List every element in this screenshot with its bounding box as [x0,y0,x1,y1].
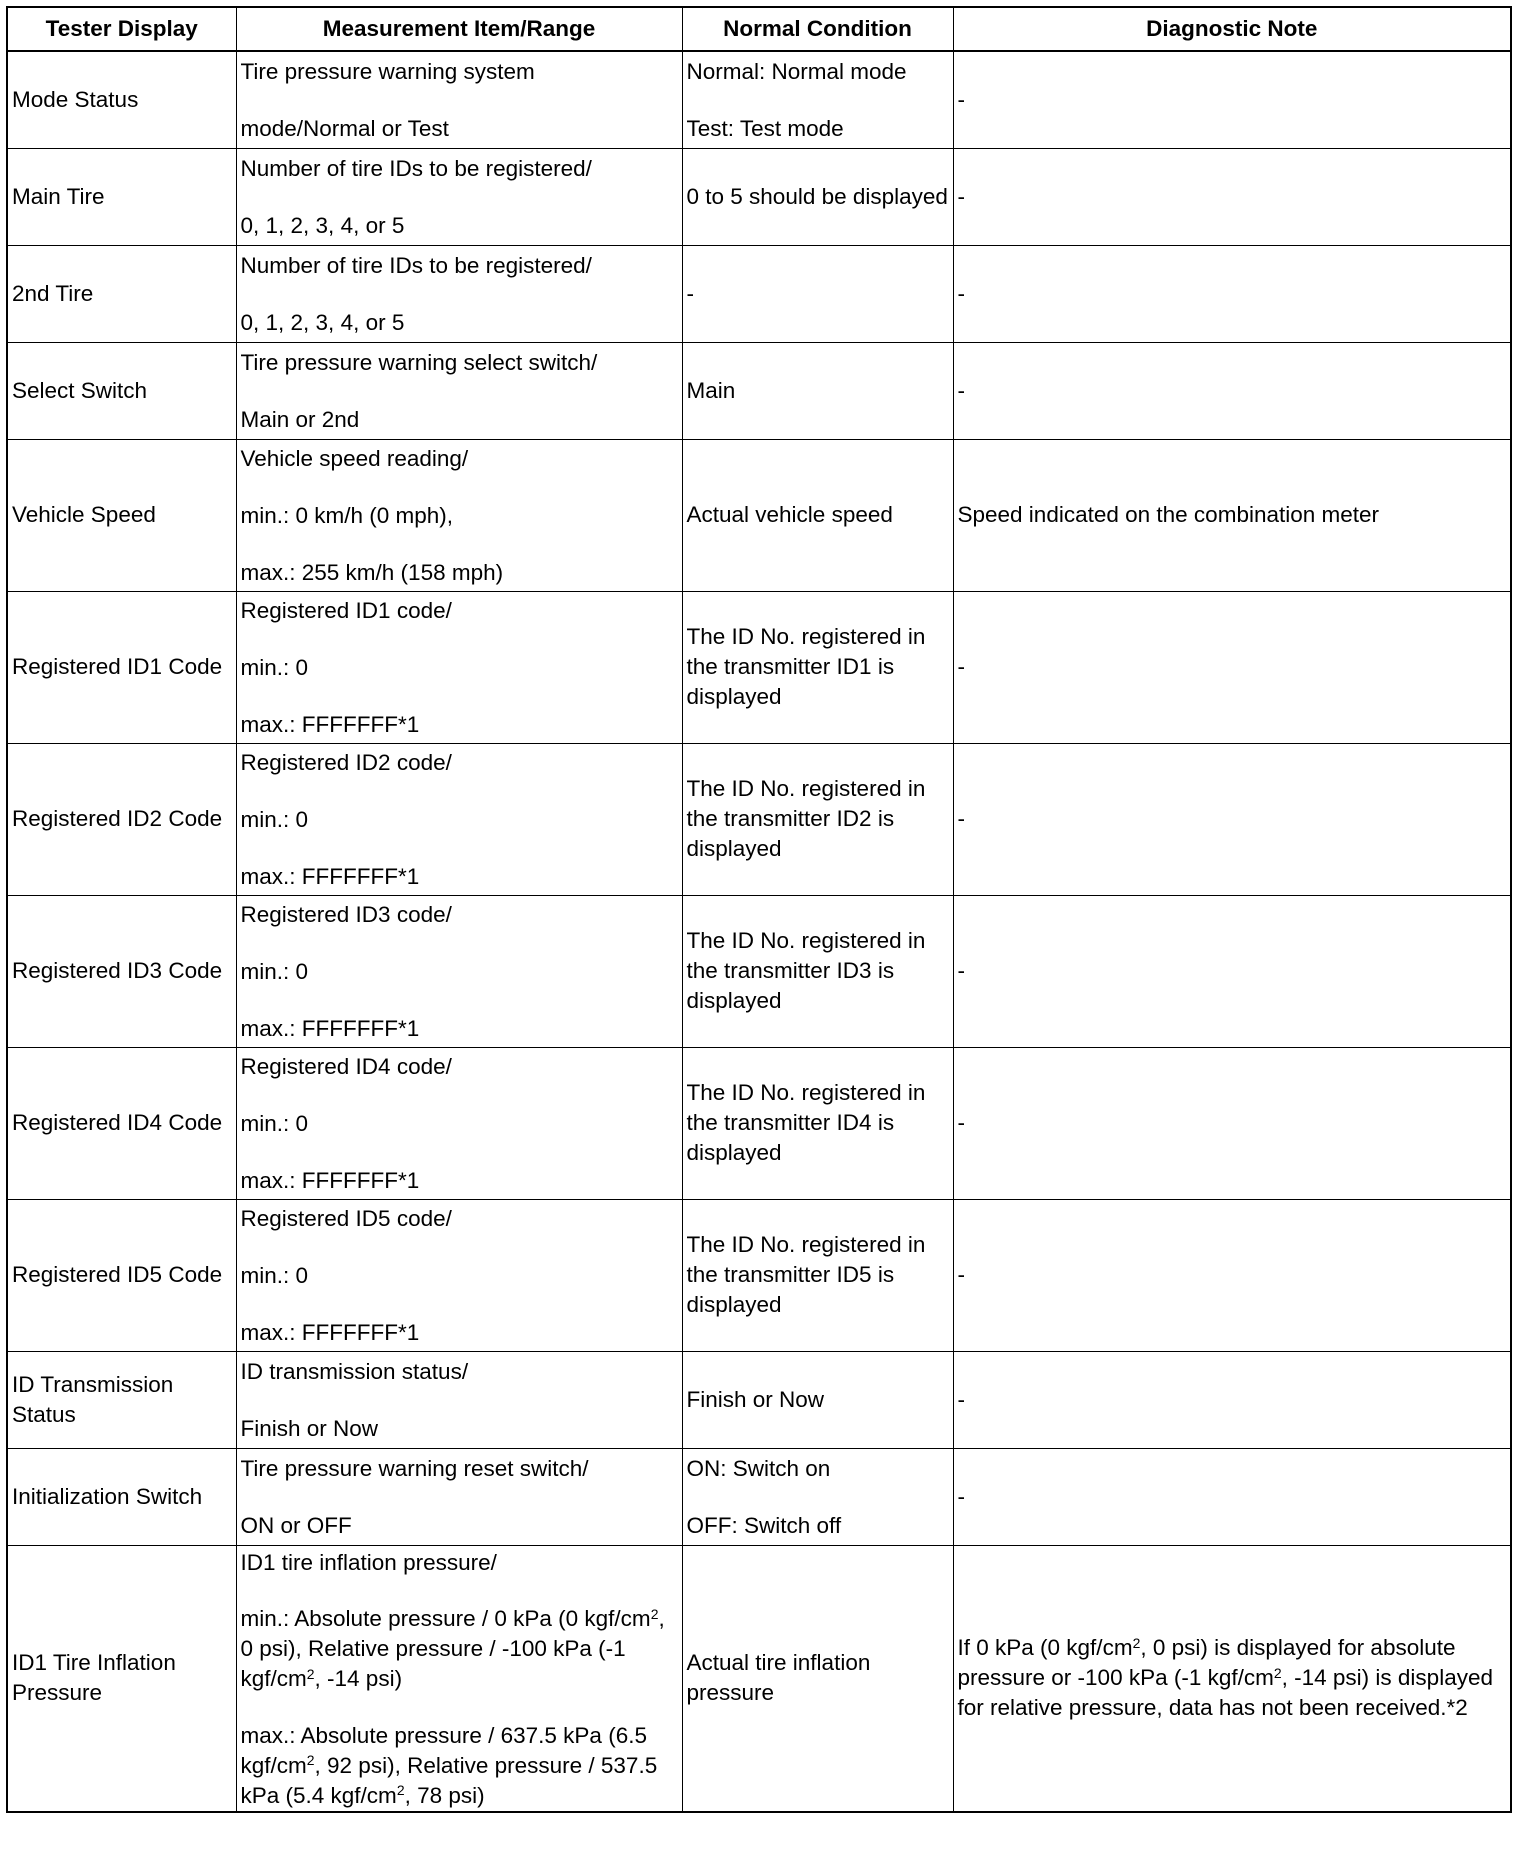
cell-measurement [236,148,682,245]
measurement-max: max.: Absolute pressure / 637.5 kPa (6.5 kgf/$cm^2$, 92 psi), Relative pressure / 537.5 kPa (5.4 kgf/$cm^2$, 78 psi) [240,1723,658,1809]
cell-normal-condition [682,1448,953,1545]
cell-tester-display: Registered ID2 Code [7,743,236,895]
condition-line: Normal: Normal mode [686,59,907,85]
table-row [7,591,1511,743]
measurement-line: Tire pressure warning reset switch/ [240,1456,589,1482]
cell-diagnostic-note: Speed indicated on the combination meter [953,439,1511,591]
cell-measurement [236,51,682,148]
cell-measurement [236,895,682,1047]
measurement-line: Number of tire IDs to be registered/ [240,253,592,279]
measurement-line: 0, 1, 2, 3, 4, or 5 [240,213,405,238]
condition-line: The ID No. registered in the transmitter ID5 is displayed [686,1232,926,1317]
cell-tester-display: Select Switch [7,342,236,439]
measurement-line: min.: 0 [240,1111,309,1137]
cell-diagnostic-note: - [953,743,1511,895]
cell-measurement [236,245,682,342]
cell-tester-display: Registered ID5 Code [7,1199,236,1351]
measurement-line: max.: 255 km/h (158 mph) [240,559,504,585]
cell-diagnostic-note: - [953,51,1511,148]
table-row [7,245,1511,342]
cell-tester-display: Registered ID3 Code [7,895,236,1047]
condition-line: Test: Test mode [686,116,844,142]
cell-normal-condition [682,439,953,591]
table-row [7,439,1511,591]
measurement-line: max.: FFFFFFF*1 [240,1319,420,1345]
cell-diagnostic-note: - [953,895,1511,1047]
header-row [7,7,1511,51]
cell-diagnostic-note: - [953,1047,1511,1199]
cell-diagnostic-note: - [953,342,1511,439]
cell-normal-condition [682,342,953,439]
cell-measurement [236,1199,682,1351]
measurement-line: mode/Normal or Test [240,116,449,142]
measurement-line: max.: FFFFFFF*1 [240,1167,420,1193]
table-row [7,148,1511,245]
condition-line: OFF: Switch off [686,1513,842,1538]
condition-line: 0 to 5 should be displayed [686,183,948,209]
cell-measurement [236,591,682,743]
header-measurement: Measurement Item/Range [236,7,682,51]
cell-measurement [236,342,682,439]
measurement-line: 0, 1, 2, 3, 4, or 5 [240,310,405,335]
cell-normal-condition [682,1351,953,1448]
table-row [7,1199,1511,1351]
cell-tester-display: Vehicle Speed [7,439,236,591]
table-row [7,743,1511,895]
measurement-line: ON or OFF [240,1513,352,1538]
cell-normal-condition [682,591,953,743]
measurement-line: Registered ID2 code/ [240,750,452,776]
table-row [7,1351,1511,1448]
measurement-line: ID transmission status/ [240,1359,469,1385]
cell-measurement [236,1047,682,1199]
table-row [7,1047,1511,1199]
cell-diagnostic-note: - [953,1448,1511,1545]
condition-line: ON: Switch on [686,1456,831,1482]
measurement-line: Registered ID5 code/ [240,1206,452,1232]
cell-diagnostic-note: - [953,148,1511,245]
measurement-line: max.: FFFFFFF*1 [240,863,420,889]
measurement-line: max.: FFFFFFF*1 [240,1015,420,1041]
cell-measurement [236,1448,682,1545]
cell-normal-condition [682,1199,953,1351]
condition-line: - [686,280,694,306]
condition-line: Actual vehicle speed [686,502,893,528]
data-list-table [6,6,1512,1813]
measurement-line: Tire pressure warning system [240,59,535,85]
table-row [7,895,1511,1047]
cell-diagnostic-note: - [953,1351,1511,1448]
cell-tester-display: 2nd Tire [7,245,236,342]
measurement-line: Registered ID4 code/ [240,1054,452,1080]
cell-measurement [236,439,682,591]
cell-tester-display: Initialization Switch [7,1448,236,1545]
cell-tester-display: ID1 Tire Inflation Pressure [7,1545,236,1812]
header-tester-display: Tester Display [7,7,236,51]
table-body [7,51,1511,1812]
measurement-line: Tire pressure warning select switch/ [240,350,598,376]
table-row [7,1448,1511,1545]
measurement-line: max.: FFFFFFF*1 [240,711,420,737]
cell-normal-condition [682,51,953,148]
cell-normal-condition [682,245,953,342]
cell-normal-condition [682,148,953,245]
measurement-line: min.: 0 km/h (0 mph), [240,503,454,529]
condition-line: Main [686,377,736,403]
cell-measurement [236,1545,682,1812]
measurement-line: min.: 0 [240,807,309,833]
table-row [7,51,1511,148]
cell-tester-display: Mode Status [7,51,236,148]
table-row [7,1545,1511,1812]
measurement-line: min.: 0 [240,1263,309,1289]
measurement-line: Number of tire IDs to be registered/ [240,156,592,182]
cell-diagnostic-note: - [953,591,1511,743]
condition-line: Finish or Now [686,1386,825,1412]
cell-tester-display: Registered ID4 Code [7,1047,236,1199]
measurement-line: Finish or Now [240,1416,379,1441]
cell-diagnostic-note: - [953,1199,1511,1351]
condition-line: The ID No. registered in the transmitter ID3 is displayed [686,928,926,1013]
measurement-line: Vehicle speed reading/ [240,446,469,472]
measurement-min: min.: Absolute pressure / 0 kPa (0 kgf/$cm^2$, 0 psi), Relative pressure / -100 kPa (-1 kgf/$cm^2$, -14 psi) [240,1605,665,1692]
table-row [7,342,1511,439]
condition-line: The ID No. registered in the transmitter ID2 is displayed [686,776,926,861]
cell-tester-display: Main Tire [7,148,236,245]
cell-measurement [236,743,682,895]
measurement-line: Main or 2nd [240,407,360,432]
condition-line: The ID No. registered in the transmitter ID4 is displayed [686,1080,926,1165]
cell-tester-display: Registered ID1 Code [7,591,236,743]
cell-normal-condition [682,1047,953,1199]
cell-diagnostic-note: - [953,245,1511,342]
cell-measurement [236,1351,682,1448]
cell-normal-condition [682,743,953,895]
header-normal-condition: Normal Condition [682,7,953,51]
cell-diagnostic-note: If 0 kPa (0 kgf/$cm^2$, 0 psi) is displayed for absolute pressure or -100 kPa (-1 kgf/$cm^2$, -14 psi) is displayed for relative pressure, data has not been received.*2 [953,1545,1511,1812]
measurement-line: Registered ID3 code/ [240,902,452,928]
measurement-line: Registered ID1 code/ [240,598,452,624]
cell-normal-condition [682,895,953,1047]
measurement-title: ID1 tire inflation pressure/ [240,1549,497,1575]
cell-normal-condition: Actual tire inflation pressure [682,1545,953,1812]
measurement-line: min.: 0 [240,655,309,681]
measurement-line: min.: 0 [240,959,309,985]
header-diagnostic-note: Diagnostic Note [953,7,1511,51]
condition-line: The ID No. registered in the transmitter ID1 is displayed [686,624,926,709]
cell-tester-display: ID Transmission Status [7,1351,236,1448]
